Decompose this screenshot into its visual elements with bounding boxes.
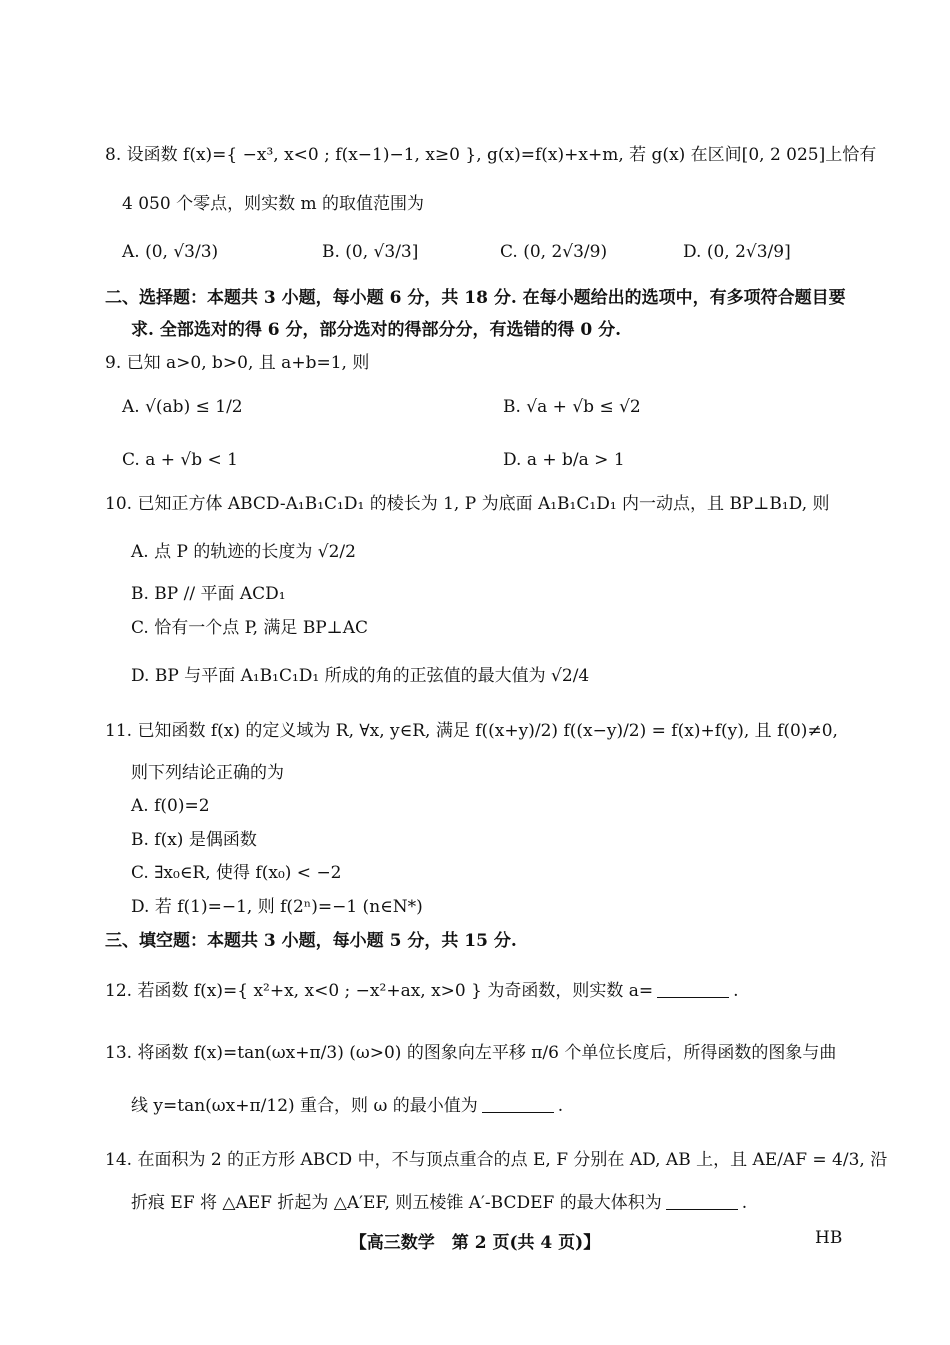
q11-option-c: C. ∃x₀∈R, 使得 f(x₀) < −2 [131, 863, 342, 883]
q9-option-b: B. √a + √b ≤ √2 [503, 397, 641, 417]
q8-option-a: A. (0, √3/3) [122, 242, 219, 262]
q11-option-d: D. 若 f(1)=−1, 则 f(2ⁿ)=−1 (n∈N*) [131, 897, 423, 917]
q11-option-a: A. f(0)=2 [131, 796, 210, 816]
q13-answer-blank[interactable] [482, 1096, 554, 1113]
q12-end: . [733, 981, 739, 1001]
q8-line1: 8. 设函数 f(x)={ −x³, x<0 ; f(x−1)−1, x≥0 }, g(x)=f(x)+x+m, 若 g(x) 在区间[0, 2 025]上恰有 [105, 145, 877, 165]
q10-stem: 10. 已知正方体 ABCD-A₁B₁C₁D₁ 的棱长为 1, P 为底面 A₁B₁C₁D₁ 内一动点，且 BP⊥B₁D, 则 [105, 494, 830, 514]
q10-option-c: C. 恰有一个点 P, 满足 BP⊥AC [131, 618, 369, 638]
q14-line2-wrap [131, 1191, 747, 1215]
paper-code: HB [815, 1228, 843, 1248]
q10-option-d: D. BP 与平面 A₁B₁C₁D₁ 所成的角的正弦值的最大值为 √2/4 [131, 666, 590, 686]
section3-heading: 三、填空题：本题共 3 小题，每小题 5 分，共 15 分. [105, 931, 517, 951]
q8-line2: 4 050 个零点，则实数 m 的取值范围为 [122, 194, 424, 214]
q12-text: 12. 若函数 f(x)={ x²+x, x<0 ; −x²+ax, x>0 } 为奇函数，则实数 a= [105, 981, 654, 1001]
q8-option-c: C. (0, 2√3/9) [500, 242, 608, 262]
q14-line1: 14. 在面积为 2 的正方形 ABCD 中，不与顶点重合的点 E, F 分别在 AD, AB 上，且 AE/AF = 4/3, 沿 [105, 1150, 888, 1170]
q8-option-d: D. (0, 2√3/9] [683, 242, 791, 262]
q12-answer-blank[interactable] [657, 981, 729, 998]
q8-option-b: B. (0, √3/3] [322, 242, 419, 262]
section2-heading-line1: 二、选择题：本题共 3 小题，每小题 6 分，共 18 分. 在每小题给出的选项中，有多项符合题目要 [105, 288, 846, 308]
q10-option-a: A. 点 P 的轨迹的长度为 √2/2 [131, 542, 356, 562]
q12-line [105, 979, 739, 1003]
q14-end: . [741, 1193, 748, 1213]
q11-stem2: 则下列结论正确的为 [131, 763, 284, 783]
q10-option-b: B. BP // 平面 ACD₁ [131, 584, 286, 604]
q14-line2: 折痕 EF 将 △AEF 折起为 △A′EF, 则五棱锥 A′-BCDEF 的最大体积为 [131, 1193, 662, 1213]
q11-stem: 11. 已知函数 f(x) 的定义域为 R, ∀x, y∈R, 满足 f((x+y)/2) f((x−y)/2) = f(x)+f(y), 且 f(0)≠0, [105, 721, 838, 741]
q9-stem: 9. 已知 a>0, b>0, 且 a+b=1, 则 [105, 353, 370, 373]
q13-line2: 线 y=tan(ωx+π/12) 重合，则 ω 的最小值为 [131, 1096, 478, 1116]
q9-option-d: D. a + b/a > 1 [503, 450, 625, 470]
q13-line1: 13. 将函数 f(x)=tan(ωx+π/3) (ω>0) 的图象向左平移 π/6 个单位长度后，所得函数的图象与曲 [105, 1043, 837, 1063]
section2-heading-line2: 求. 全部选对的得 6 分，部分选对的得部分分，有选错的得 0 分. [131, 320, 622, 340]
q9-option-c: C. a + √b < 1 [122, 450, 238, 470]
page-footer: 【高三数学 第 2 页(共 4 页)】 [349, 1233, 601, 1253]
q13-end: . [557, 1096, 564, 1116]
q14-answer-blank[interactable] [666, 1193, 738, 1210]
q9-option-a: A. √(ab) ≤ 1/2 [122, 397, 243, 417]
q11-option-b: B. f(x) 是偶函数 [131, 830, 257, 850]
q13-line2-wrap [131, 1094, 563, 1118]
